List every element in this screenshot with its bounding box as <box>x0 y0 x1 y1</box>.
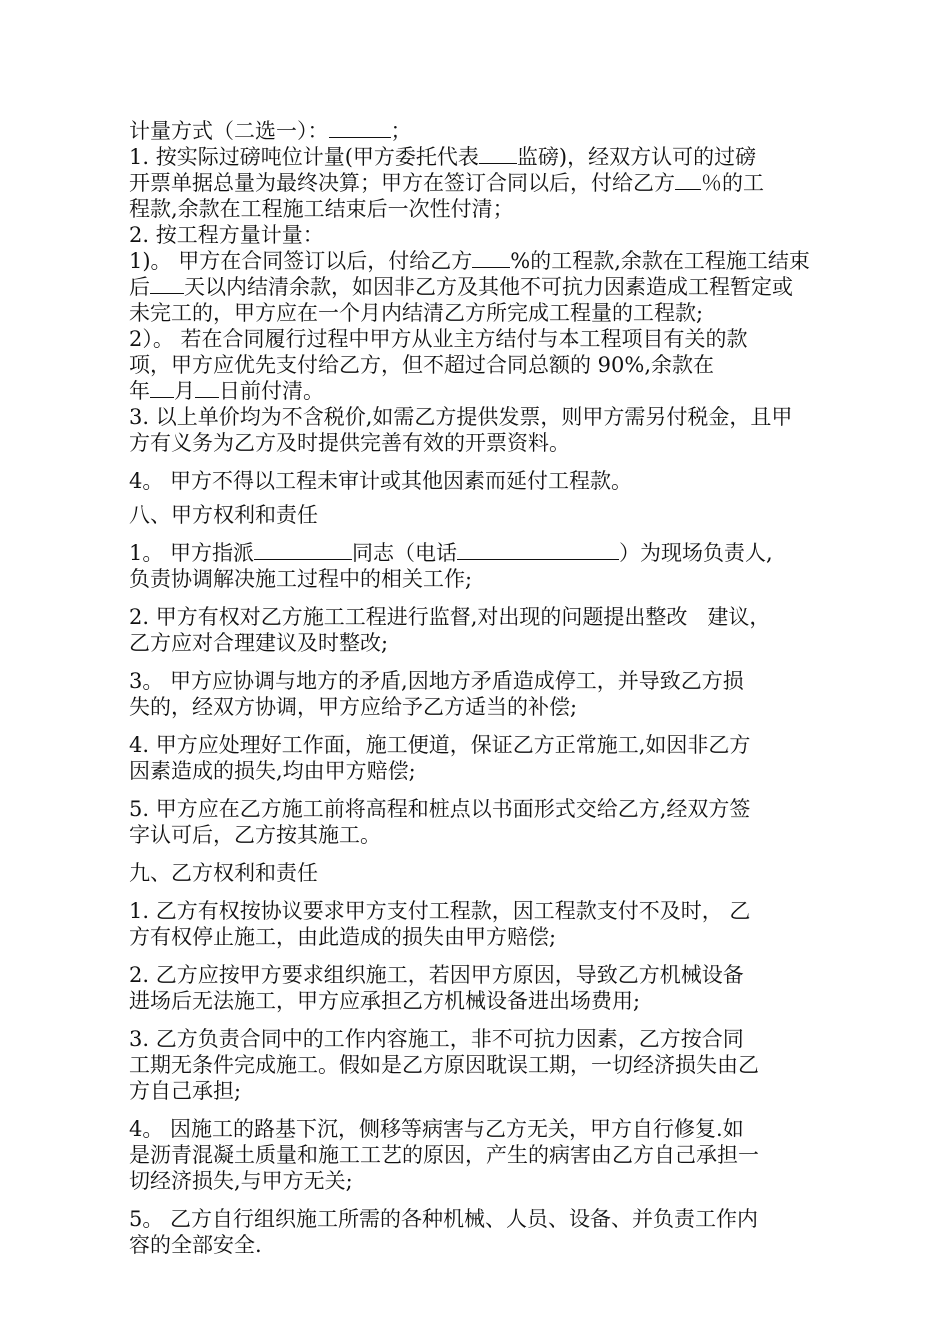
method-1-line-3: 程款,余款在工程施工结束后一次性付清； <box>129 197 514 221</box>
section-9-item-4-line-1: 4。 因施工的路基下沉，侧移等病害与乙方无关，甲方自行修复.如 <box>129 1117 744 1141</box>
method-2-p1-line-1: 1)。 甲方在合同签订以后，付给乙方 %的工程款,余款在工程施工结束 <box>129 249 810 273</box>
blank-underline <box>254 540 352 560</box>
method-2-p1-line-2: 后 天以内结清余款，如因非乙方及其他不可抗力因素造成工程暂定或 <box>129 275 793 299</box>
method-3-line-1: 3. 以上单价均为不含税价,如需乙方提供发票，则甲方需另付税金，且甲 <box>129 405 793 429</box>
section-9-item-3-line-1: 3. 乙方负责合同中的工作内容施工，非不可抗力因素，乙方按合同 <box>129 1027 744 1051</box>
section-8-item-5-line-2: 字认可后，乙方按其施工。 <box>129 823 381 847</box>
section-8-item-2-line-1: 2. 甲方有权对乙方施工工程进行监督,对出现的问题提出整改 建议， <box>129 605 771 629</box>
document-page <box>129 118 864 1258</box>
section-9-item-5-line-2: 容的全部安全. <box>129 1233 262 1257</box>
blank-underline <box>479 144 517 164</box>
section-9-item-4-line-2: 是沥青混凝土质量和施工工艺的原因，产生的病害由乙方自己承担一 <box>129 1143 759 1167</box>
blank-underline <box>675 170 701 190</box>
method-2-p2-line-3: 年 月 日前付清。 <box>129 379 324 403</box>
method-3-line-2: 方有义务为乙方及时提供完善有效的开票资料。 <box>129 431 570 455</box>
section-9-item-1-line-1: 1. 乙方有权按协议要求甲方支付工程款，因工程款支付不及时， 乙 <box>129 899 751 923</box>
section-8-item-2-line-2: 乙方应对合理建议及时整改; <box>129 631 389 655</box>
blank-underline <box>150 274 184 294</box>
section-9-item-3-line-3: 方自己承担; <box>129 1079 242 1103</box>
method-2-title: 2. 按工程方量计量： <box>129 223 324 247</box>
section-8-item-3-line-1: 3。 甲方应协调与地方的矛盾,因地方矛盾造成停工，并导致乙方损 <box>129 669 744 693</box>
blank-underline <box>472 248 510 268</box>
section-9-item-5-line-1: 5。 乙方自行组织施工所需的各种机械、人员、设备、并负责工作内 <box>129 1207 759 1231</box>
method-2-p1-line-3: 未完工的，甲方应在一个月内结清乙方所完成工程量的工程款; <box>129 301 704 325</box>
section-9-title: 九、乙方权利和责任 <box>129 861 318 885</box>
method-4-line: 4。 甲方不得以工程未审计或其他因素而延付工程款。 <box>129 469 633 493</box>
section-9-item-2-line-2: 进场后无法施工，甲方应承担乙方机械设备进出场费用; <box>129 989 641 1013</box>
section-8-item-4-line-1: 4. 甲方应处理好工作面，施工便道，保证乙方正常施工,如因非乙方 <box>129 733 751 757</box>
blank-underline <box>329 118 391 138</box>
section-8-title: 八、甲方权利和责任 <box>129 503 318 527</box>
measure-method-line: 计量方式（二选一）： ； <box>129 119 412 143</box>
section-9-item-2-line-1: 2. 乙方应按甲方要求组织施工，若因甲方原因，导致乙方机械设备 <box>129 963 744 987</box>
blank-underline <box>195 378 219 398</box>
section-9-item-1-line-2: 方有权停止施工，由此造成的损失由甲方赔偿; <box>129 925 557 949</box>
method-1-line-2: 开票单据总量为最终决算；甲方在签订合同以后，付给乙方 ％的工 <box>129 171 764 195</box>
blank-underline <box>150 378 174 398</box>
section-8-item-5-line-1: 5. 甲方应在乙方施工前将高程和桩点以书面形式交给乙方,经双方签 <box>129 797 751 821</box>
method-2-p2-line-1: 2）。 若在合同履行过程中甲方从业主方结付与本工程项目有关的款 <box>129 327 748 351</box>
section-8-item-1-line-2: 负责协调解决施工过程中的相关工作; <box>129 567 473 591</box>
method-2-p2-line-2: 项，甲方应优先支付给乙方，但不超过合同总额的 90%,余款在 <box>129 353 715 377</box>
blank-underline <box>457 540 619 560</box>
section-8-item-3-line-2: 失的，经双方协调，甲方应给予乙方适当的补偿; <box>129 695 578 719</box>
section-9-item-3-line-2: 工期无条件完成施工。假如是乙方原因耽误工期，一切经济损失由乙 <box>129 1053 759 1077</box>
section-8-item-4-line-2: 因素造成的损失,均由甲方赔偿; <box>129 759 416 783</box>
method-1-line-1: 1. 按实际过磅吨位计量(甲方委托代表 监磅)，经双方认可的过磅 <box>129 145 757 169</box>
section-9-item-4-line-3: 切经济损失,与甲方无关; <box>129 1169 353 1193</box>
section-8-item-1-line-1: 1。 甲方指派 同志（电话 ）为现场负责人, <box>129 541 773 565</box>
